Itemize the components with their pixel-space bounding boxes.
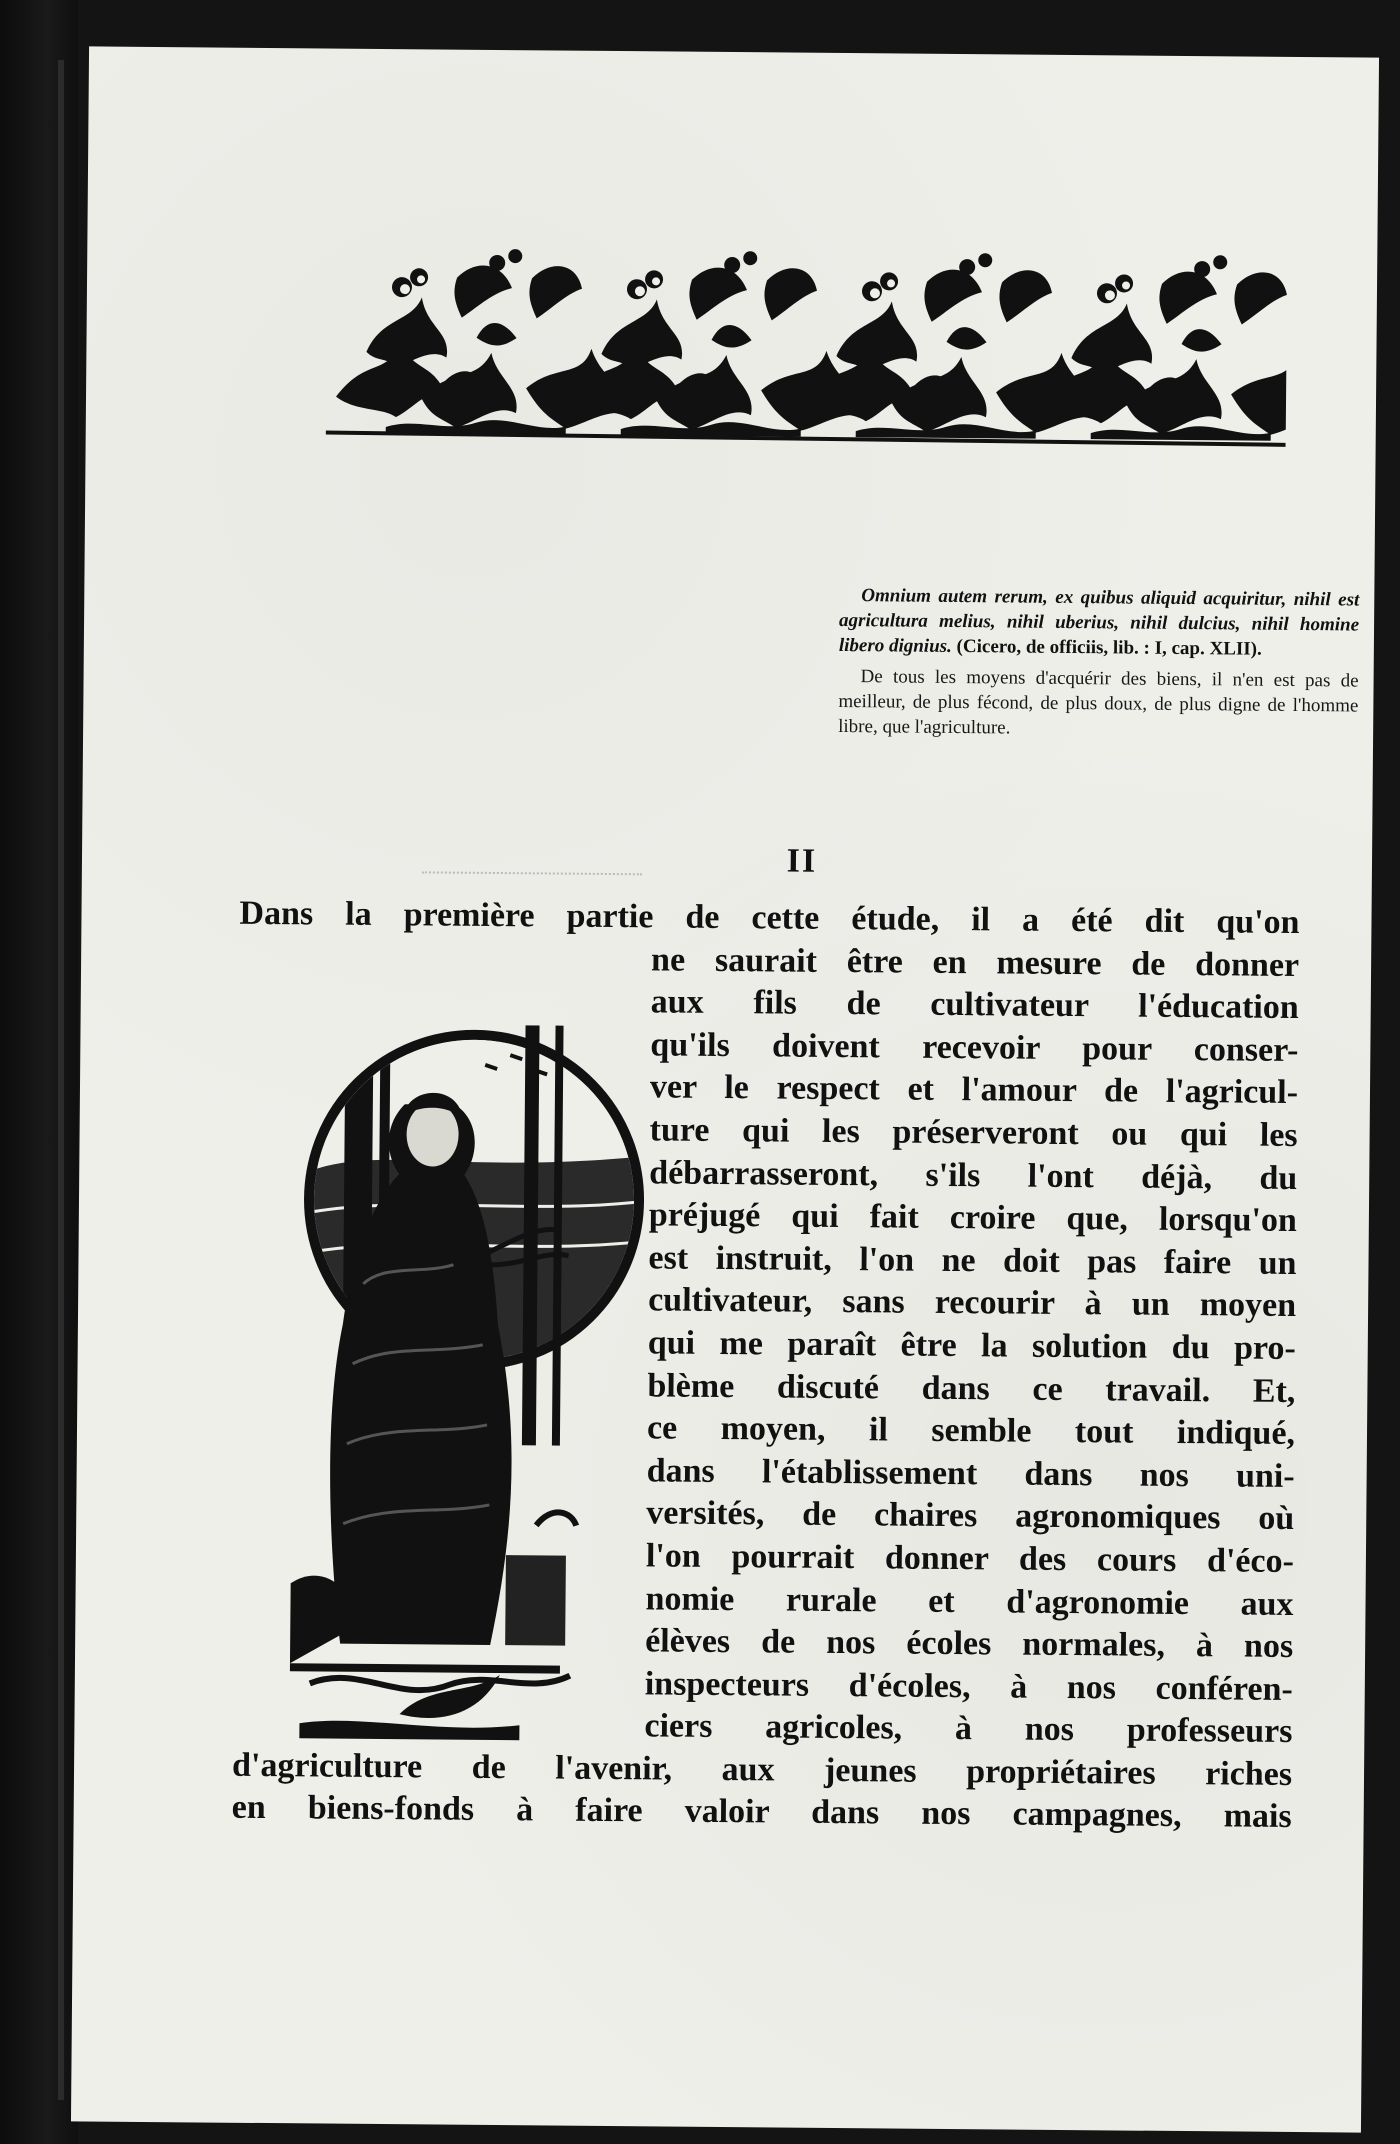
text-line: cultivateur, sans recourir à un moyen — [647, 1281, 1297, 1325]
text-line: ciers agricoles, à nos professeurs — [644, 1707, 1293, 1751]
binding-edge — [58, 60, 64, 2100]
text-line: inspecteurs d'écoles, à nos conféren- — [644, 1665, 1293, 1708]
text-line: est instruit, l'on ne doit pas faire un — [648, 1239, 1297, 1282]
text-line: en biens-fonds à faire valoir dans nos campagnes, mais — [231, 1789, 1292, 1836]
text-line: ne saurait être en mesure de donner — [650, 940, 1300, 984]
text-line: l'on pourrait donner des cours d'éco- — [645, 1537, 1295, 1580]
body-paragraph — [232, 893, 1300, 1839]
book-binding — [0, 0, 78, 2144]
epigraph — [838, 583, 1359, 744]
text-line: préjugé qui fait croire que, lorsqu'on — [648, 1196, 1298, 1240]
text-line: d'agriculture de l'avenir, aux jeunes propriétaires riches — [231, 1746, 1293, 1793]
text-line: qui me paraît être la solution du pro- — [647, 1324, 1296, 1367]
text-line: nomie rurale et d'agronomie aux — [645, 1579, 1294, 1623]
epigraph-latin — [839, 583, 1360, 663]
text-line: dans l'établissement dans nos uni- — [646, 1452, 1295, 1495]
text-line: qu'ils doivent recevoir pour conser- — [650, 1026, 1299, 1069]
text-line: ce moyen, il semble tout indiqué, — [646, 1409, 1296, 1453]
text-line: ver le respect et l'amour de l'agricul- — [649, 1068, 1299, 1112]
book-page — [71, 46, 1379, 2132]
text-line: blème discuté dans ce travail. Et, — [647, 1366, 1296, 1410]
epigraph-citation: (Cicero, de officiis, lib. : I, cap. XLII). — [956, 636, 1262, 660]
ink-smudge — [422, 871, 642, 879]
text-line: ture qui les préserveront ou qui les — [649, 1111, 1298, 1154]
epigraph-latin-text: Omnium autem rerum, ex quibus aliquid acquiritur, nihil est agricultura melius, nihil uberius, nihil dulcius, nihil homine libero dignius. — [838, 585, 1360, 657]
text-line: débarrasseront, s'ils l'ont déjà, du — [649, 1153, 1298, 1197]
ornamental-leaf-banner — [326, 246, 1288, 452]
text-line: aux fils de cultivateur l'éducation — [650, 983, 1299, 1027]
text-line: élèves de nos écoles normales, à nos — [645, 1622, 1294, 1666]
text-line: versités, de chaires agronomiques où — [646, 1494, 1295, 1538]
text-line: Dans la première partie de cette étude, il a été dit qu'on — [239, 894, 1300, 942]
epigraph-french-translation: De tous les moyens d'acquérir des biens, il n'en est pas de meilleur, de plus fécond, de plus doux, de plus digne de l'homme libre, que l'agriculture. — [838, 666, 1359, 739]
section-numeral: II — [786, 842, 818, 880]
